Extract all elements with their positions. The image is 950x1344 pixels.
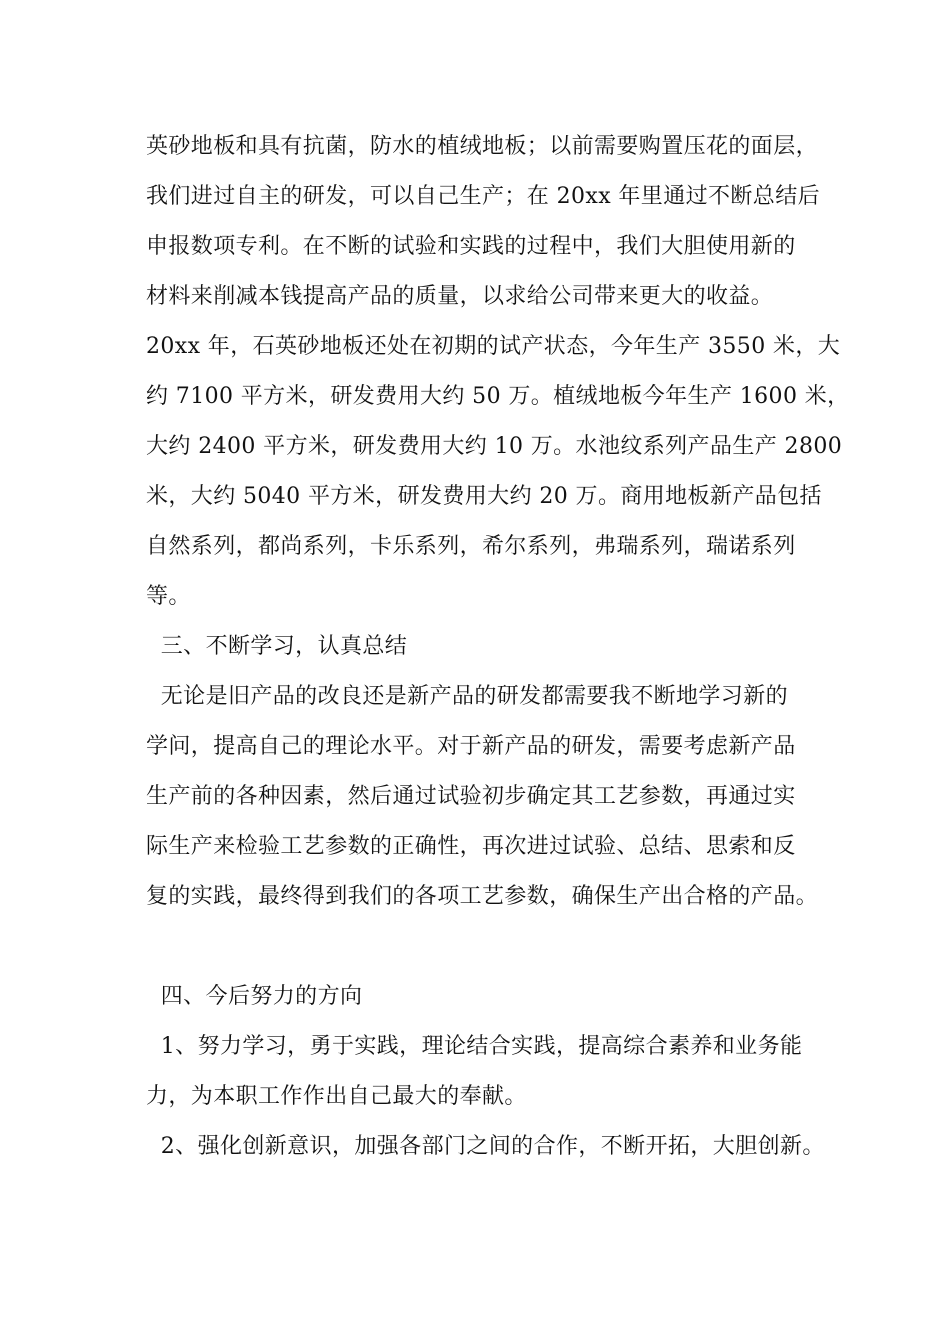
paragraph-line: 等。: [146, 584, 191, 609]
paragraph-line: 我们进过自主的研发，可以自己生产；在 20xx 年里通过不断总结后: [146, 184, 820, 209]
paragraph-line: 学问，提高自己的理论水平。对于新产品的研发，需要考虑新产品: [146, 734, 796, 759]
document-body: [146, 122, 850, 1172]
paragraph-line: 大约 2400 平方米，研发费用大约 10 万。水池纹系列产品生产 2800: [146, 434, 843, 459]
paragraph-gap: [146, 922, 822, 972]
paragraph-line: 约 7100 平方米，研发费用大约 50 万。植绒地板今年生产 1600 米，: [146, 384, 850, 409]
paragraph-line: 自然系列，都尚系列，卡乐系列，希尔系列，弗瑞系列，瑞诺系列: [146, 534, 796, 559]
paragraph-line: 英砂地板和具有抗菌，防水的植绒地板；以前需要购置压花的面层，: [146, 134, 819, 159]
paragraph-line: 米，大约 5040 平方米，研发费用大约 20 万。商用地板新产品包括: [146, 484, 822, 509]
paragraph-line: 申报数项专利。在不断的试验和实践的过程中，我们大胆使用新的: [146, 234, 796, 259]
section-heading: 四、今后努力的方向: [146, 984, 363, 1009]
paragraph-line: 无论是旧产品的改良还是新产品的研发都需要我不断地学习新的: [146, 684, 788, 709]
section-heading: 三、不断学习，认真总结: [146, 634, 408, 659]
paragraph-line: 20xx 年，石英砂地板还处在初期的试产状态，今年生产 3550 米，大: [146, 334, 841, 359]
list-item-line: 2、强化创新意识，加强各部门之间的合作，不断开拓，大胆创新。: [146, 1134, 825, 1159]
paragraph-line: 材料来削减本钱提高产品的质量，以求给公司带来更大的收益。: [146, 284, 774, 309]
paragraph-line: 际生产来检验工艺参数的正确性，再次进过试验、总结、思索和反: [146, 834, 796, 859]
paragraph-line: 复的实践，最终得到我们的各项工艺参数，确保生产出合格的产品。: [146, 884, 819, 909]
list-item-line: 力，为本职工作作出自己最大的奉献。: [146, 1084, 527, 1109]
paragraph-line: 生产前的各种因素，然后通过试验初步确定其工艺参数，再通过实: [146, 784, 796, 809]
list-item-line: 1、努力学习，勇于实践，理论结合实践，提高综合素养和业务能: [146, 1034, 803, 1059]
